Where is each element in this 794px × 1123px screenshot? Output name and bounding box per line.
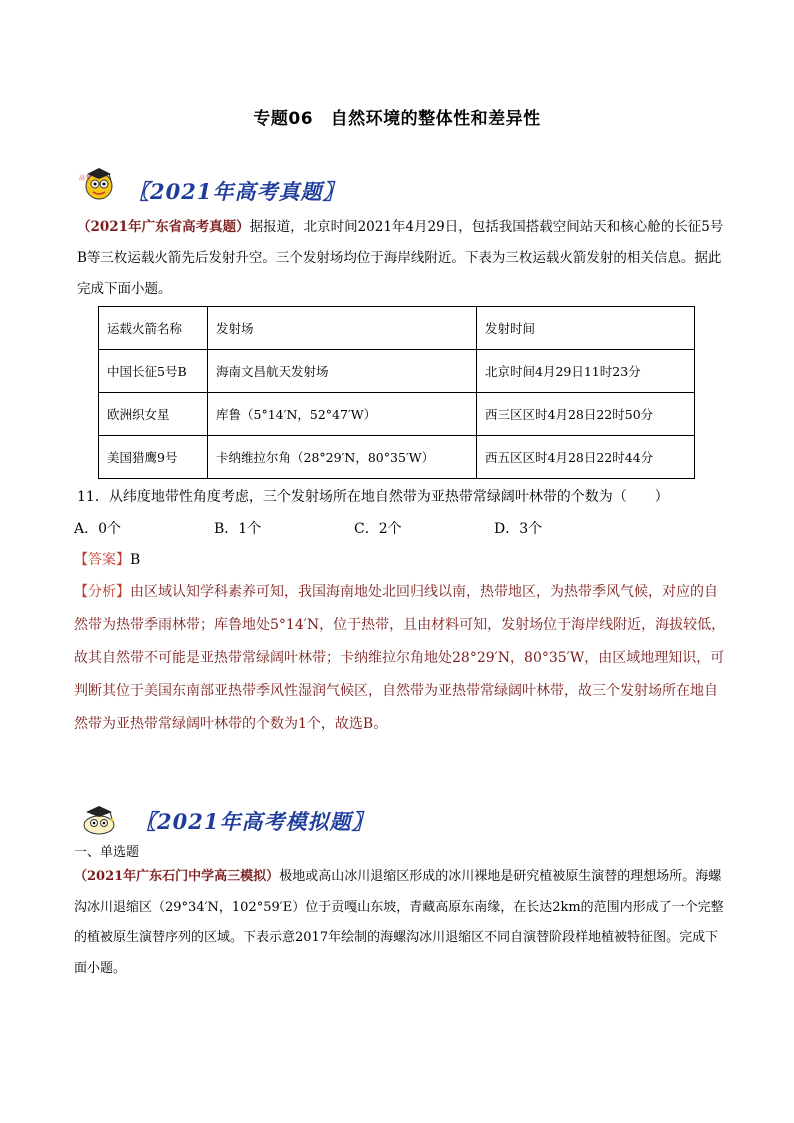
analysis-paragraph (74, 576, 730, 741)
section2-mascot-icon (78, 798, 120, 844)
table-header-cell: 发射时间 (477, 307, 695, 350)
table-cell: 海南文昌航天发射场 (208, 350, 477, 393)
table-row (99, 436, 695, 479)
table-cell: 欧洲织女星 (99, 393, 208, 436)
table-cell: 卡纳维拉尔角（28°29′N，80°35′W） (208, 436, 477, 479)
option-a[interactable]: A．0个 (74, 521, 122, 537)
answer-options (74, 518, 714, 538)
table-cell: 西五区区时4月28日22时44分 (477, 436, 695, 479)
table-header-row (99, 307, 695, 350)
table-header-cell: 发射场 (208, 307, 477, 350)
intro-paragraph (77, 212, 727, 305)
table-header-cell: 运载火箭名称 (99, 307, 208, 350)
option-c[interactable]: C．2个 (354, 521, 402, 537)
svg-text:高考: 高考 (79, 175, 92, 182)
intro-text: 据报道，北京时间2021年4月29日，包括我国搭载空间站天和核心舱的长征5号B等三枚运载火箭先后发射升空。三个发射场均位于海岸线附近。下表为三枚运载火箭发射的相关信息。据此完成下面小题。 (77, 219, 724, 297)
section1-mascot-icon (78, 164, 120, 210)
table-cell: 中国长征5号B (99, 350, 208, 393)
page-title: 专题06 自然环境的整体性和差异性 (253, 109, 541, 129)
analysis-label: 【分析】 (74, 584, 130, 600)
table-row (99, 350, 695, 393)
intro-source: （2021年广东省高考真题） (77, 219, 250, 235)
answer-line (74, 549, 140, 569)
option-d[interactable]: D．3个 (494, 521, 543, 537)
intro2-source: （2021年广东石门中学高三模拟） (74, 869, 280, 884)
table-cell: 库鲁（5°14′N，52°47′W） (208, 393, 477, 436)
table-cell: 北京时间4月29日11时23分 (477, 350, 695, 393)
question-text: 11．从纬度地带性角度考虑，三个发射场所在地自然带为亚热带常绿阔叶林带的个数为（ ） (77, 489, 669, 505)
option-b[interactable]: B．1个 (214, 521, 262, 537)
intro2-text: 极地或高山冰川退缩区形成的冰川裸地是研究植被原生演替的理想场所。海螺沟冰川退缩区（29°34′N，102°59′E）位于贡嘎山东坡，青藏高原东南缘，在长达2km的范围内形成了一个完整的植被原生演替序列的区域。下表示意2017年绘制的海螺沟冰川退缩区不同自演替阶段样地植被特征图。完成下面小题。 (74, 869, 724, 976)
section1-heading: 〖2021年高考真题〗 (128, 179, 345, 204)
single-choice-heading: 一、单选题 (74, 845, 140, 860)
table-cell: 美国猎鹰9号 (99, 436, 208, 479)
rocket-launch-table (98, 306, 695, 479)
answer-value: B (130, 552, 141, 568)
answer-label: 【答案】 (74, 552, 130, 568)
analysis-text: 由区域认知学科素养可知，我国海南地处北回归线以南，热带地区，为热带季风气候，对应的自然带为热带季雨林带；库鲁地处5°14′N，位于热带，且由材料可知，发射场位于海岸线附近，海拔较低，故其自然带不可能是亚热带常绿阔叶林带；卡纳维拉尔角地处28°29′N，80°35′W，由区域地理知识，可判断其位于美国东南部亚热带季风性湿润气候区，自然带为亚热带常绿阔叶林带，故三个发射场所在地自然带为亚热带常绿阔叶林带的个数为1个，故选B。 (74, 584, 726, 732)
table-row (99, 393, 695, 436)
table-cell: 西三区区时4月28日22时50分 (477, 393, 695, 436)
section2-heading: 〖2021年高考模拟题〗 (135, 809, 374, 834)
intro2-paragraph (74, 862, 730, 984)
